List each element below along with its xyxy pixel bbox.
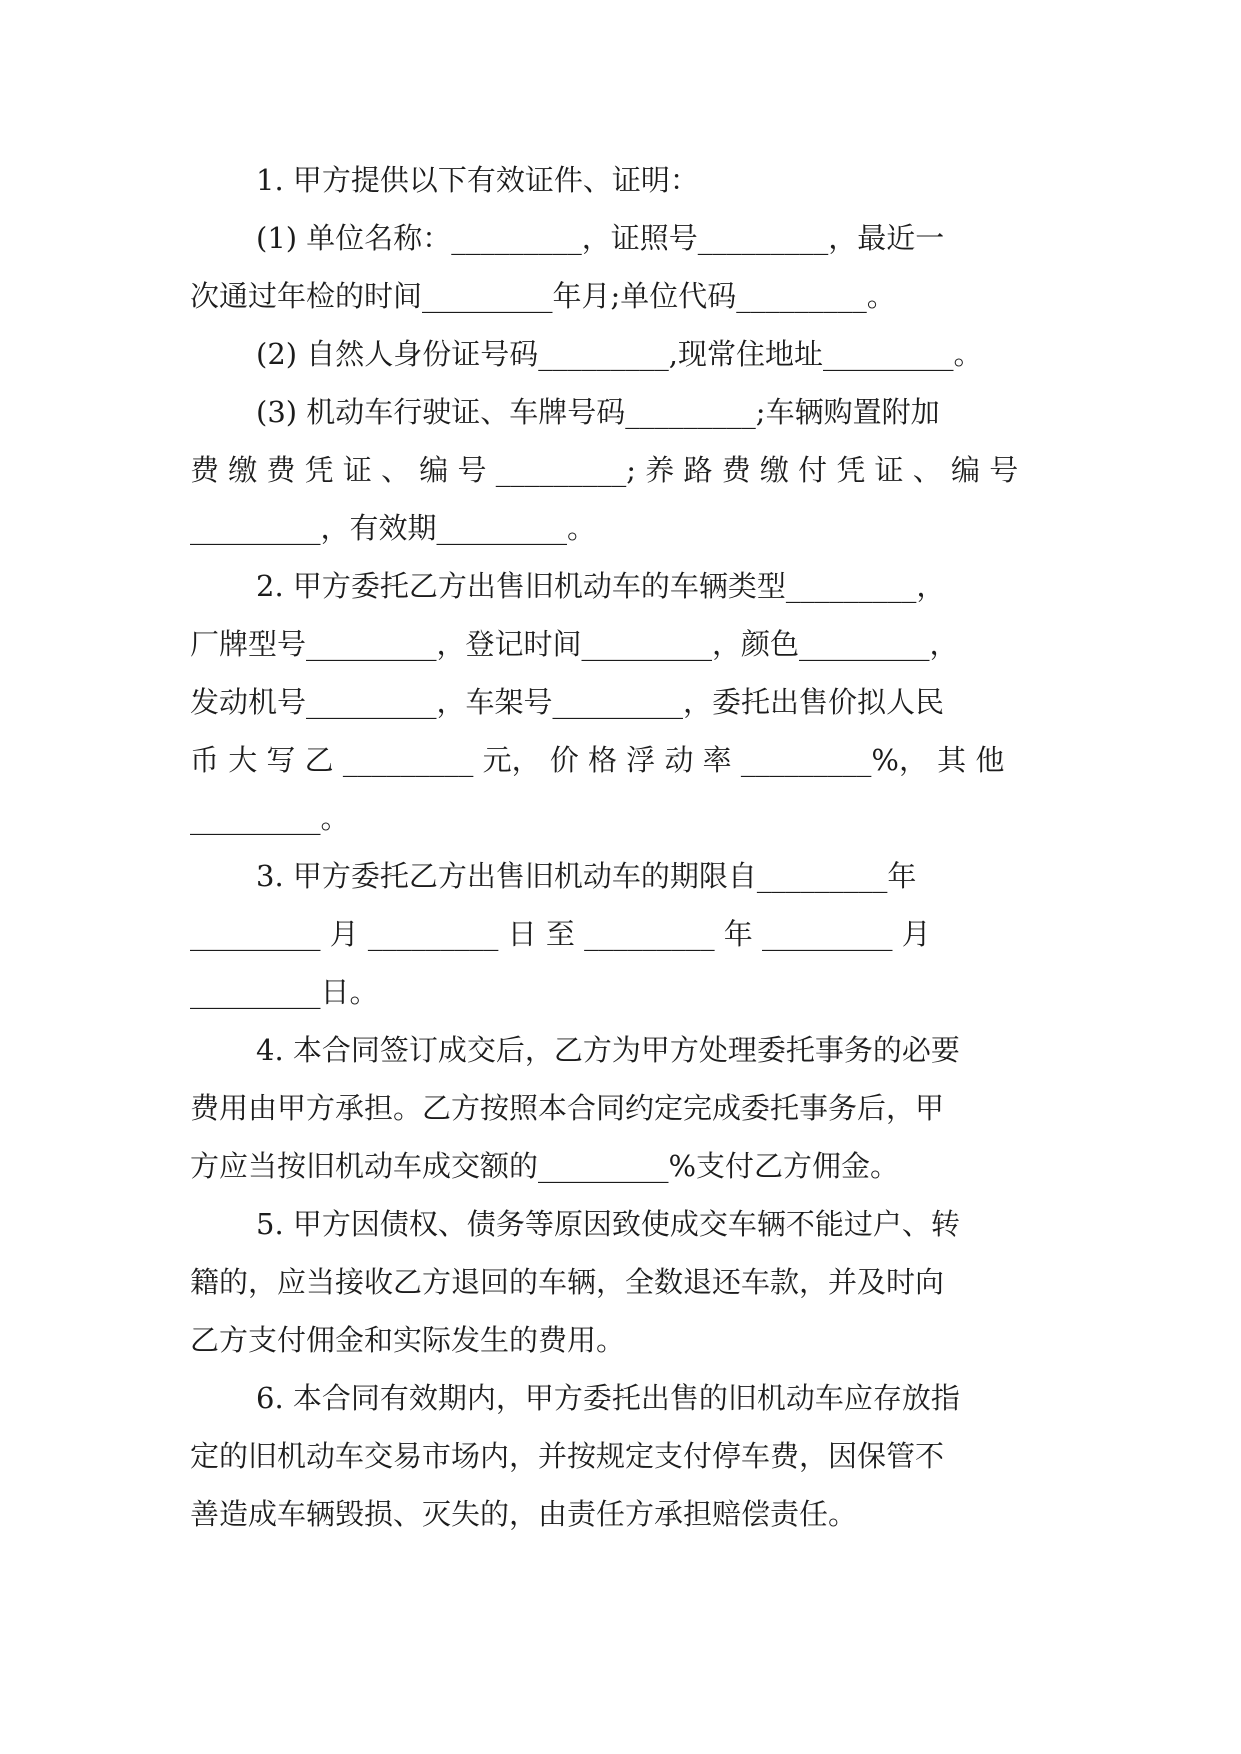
clause-3-line-3: _________日。 — [190, 975, 379, 1009]
clause-3-line-1: 3. 甲方委托乙方出售旧机动车的期限自_________年 — [256, 859, 917, 893]
clause-2-line-2: 厂牌型号_________，登记时间_________，颜色_________， — [190, 627, 959, 661]
clause-1-item-3-line-3: _________，有效期_________。 — [190, 511, 597, 545]
clause-2-line-4: 币 大 写 乙 _________ 元， 价 格 浮 动 率 _________%， 其 他 — [190, 743, 1005, 777]
clause-4-line-3: 方应当按旧机动车成交额的_________%支付乙方佣金。 — [190, 1149, 900, 1183]
clause-1-item-3-line-1: (3) 机动车行驶证、车牌号码_________;车辆购置附加 — [256, 395, 940, 429]
clause-5-line-3: 乙方支付佣金和实际发生的费用。 — [190, 1323, 626, 1357]
clause-5-line-2: 籍的，应当接收乙方退回的车辆，全数退还车款，并及时向 — [190, 1265, 945, 1299]
clause-3-line-2: _________ 月 _________ 日 至 _________ 年 _________ 月 — [190, 917, 931, 951]
clause-1-item-3-line-2: 费 缴 费 凭 证 、 编 号 _________; 养 路 费 缴 付 凭 证 、 编 号 — [190, 453, 1019, 487]
clause-6-line-1: 6. 本合同有效期内，甲方委托出售的旧机动车应存放指 — [256, 1381, 960, 1415]
clause-1-item-1-line-1: (1) 单位名称：_________，证照号_________，最近一 — [256, 221, 945, 255]
clause-2-line-5: _________。 — [190, 801, 350, 835]
clause-1-heading: 1. 甲方提供以下有效证件、证明： — [256, 163, 699, 197]
clause-2-line-3: 发动机号_________，车架号_________，委托出售价拟人民 — [190, 685, 945, 719]
clause-1-item-1-line-2: 次通过年检的时间_________年月;单位代码_________。 — [190, 279, 896, 313]
clause-4-line-2: 费用由甲方承担。乙方按照本合同约定完成委托事务后，甲 — [190, 1091, 945, 1125]
clause-2-line-1: 2. 甲方委托乙方出售旧机动车的车辆类型_________， — [256, 569, 946, 603]
clause-6-line-2: 定的旧机动车交易市场内，并按规定支付停车费，因保管不 — [190, 1439, 945, 1473]
clause-4-line-1: 4. 本合同签订成交后，乙方为甲方处理委托事务的必要 — [256, 1033, 960, 1067]
clause-5-line-1: 5. 甲方因债权、债务等原因致使成交车辆不能过户、转 — [256, 1207, 960, 1241]
clause-1-item-2: (2) 自然人身份证号码_________,现常住地址_________。 — [256, 337, 983, 371]
clause-6-line-3: 善造成车辆毁损、灭失的，由责任方承担赔偿责任。 — [190, 1497, 858, 1531]
